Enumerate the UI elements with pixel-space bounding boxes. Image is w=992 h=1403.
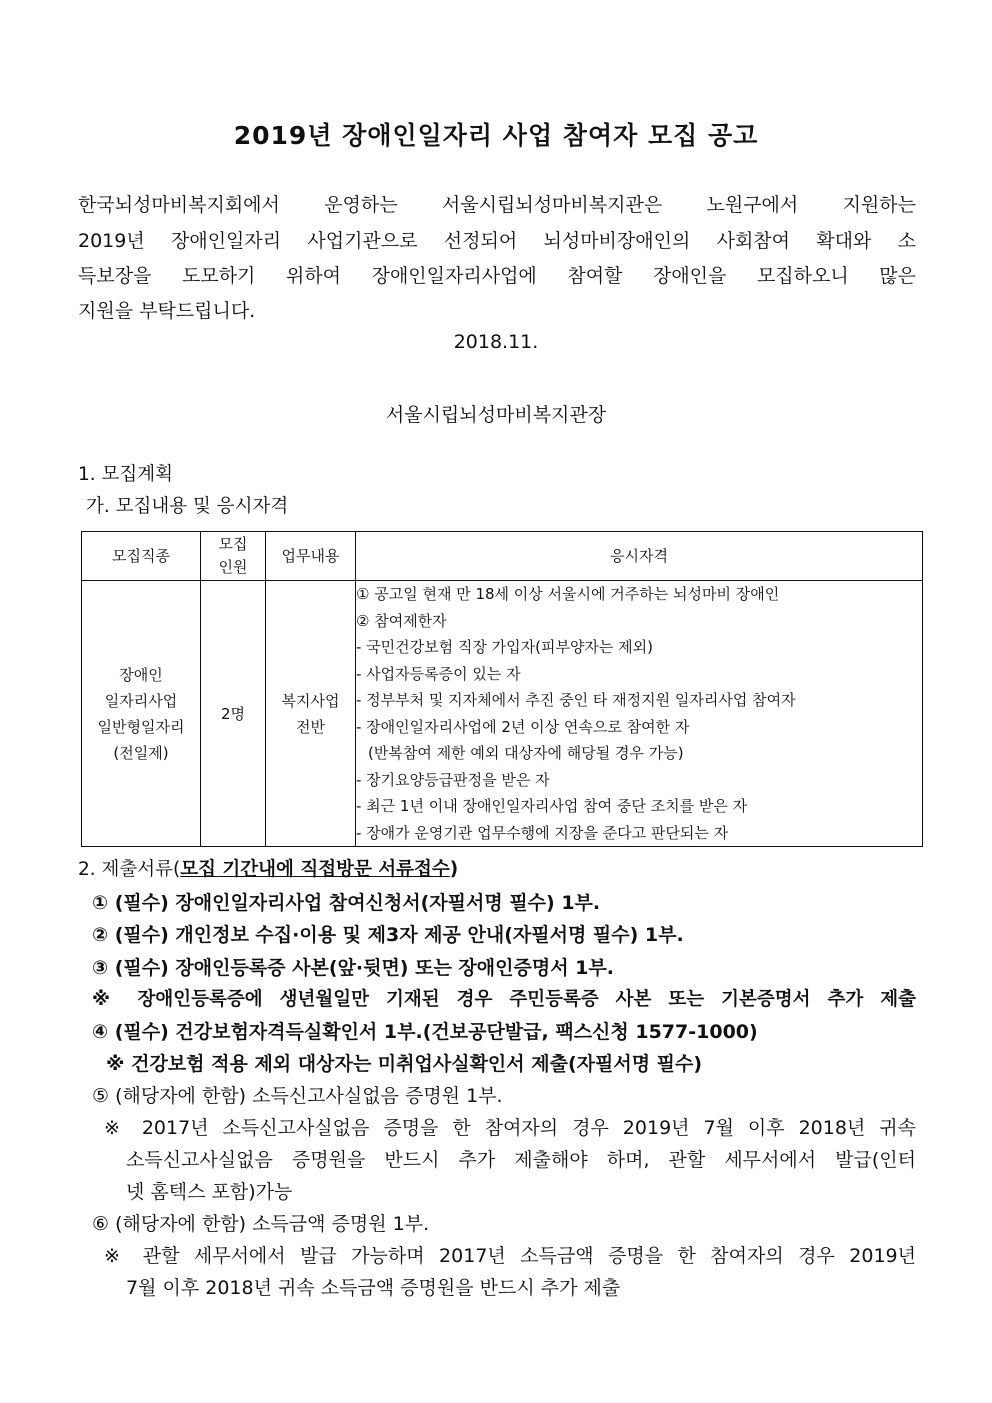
intro-line-4: 지원을 부탁드립니다. — [78, 300, 256, 322]
doc-item-6: ⑥ (해당자에 한함) 소득금액 증명원 1부. — [92, 1213, 430, 1235]
job-line-1: 장애인 — [119, 665, 163, 684]
intro-line-1: 한국뇌성마비복지회에서 운영하는 서울시립뇌성마비복지관은 노원구에서 지원하는 — [78, 194, 916, 216]
signature: 서울시립뇌성마비복지관장 — [385, 404, 607, 426]
section-2-heading-underlined: 모집 기간내에 직접방문 서류접수 — [180, 859, 450, 880]
qualification-line: - 정부부처 및 지자체에서 추진 중인 타 재정지원 일자리사업 참여자 — [356, 691, 796, 709]
cell-count: 2명 — [201, 581, 266, 847]
doc-note-6-line-1: ※ 관할 세무서에서 발급 가능하며 2017년 소득금액 증명을 한 참여자의 경우 2019년 — [104, 1245, 916, 1267]
duty-line-2: 전반 — [296, 717, 325, 736]
section-1-subheading: 가. 모집내용 및 응시자격 — [86, 496, 289, 517]
qualification-line: - 장애가 운영기관 업무수행에 지장을 준다고 판단되는 자 — [356, 823, 729, 842]
header-job: 모집직종 — [82, 532, 201, 581]
qualification-line: - 국민건강보험 직장 가입자(피부양자는 제외) — [356, 638, 654, 656]
page-title: 2019년 장애인일자리 사업 참여자 모집 공고 — [233, 121, 759, 150]
section-2-heading-prefix: 2. 제출서류( — [78, 859, 181, 880]
intro-line-3: 득보장을 도모하기 위하여 장애인일자리사업에 참여할 장애인을 모집하오니 많은 — [78, 265, 916, 287]
doc-note-5-line-2: 소득신고사실없음 증명원을 반드시 추가 제출해야 하며, 관할 세무서에서 발급(인터 — [126, 1149, 916, 1171]
doc-note-5-line-3: 넷 홈텍스 포함)가능 — [126, 1181, 293, 1203]
section-1-heading: 1. 모집계획 — [78, 464, 174, 485]
table-row — [82, 581, 923, 847]
qualification-line: - 사업자등록증이 있는 자 — [356, 664, 521, 683]
qualification-line: ① 공고일 현재 만 18세 이상 서울시에 거주하는 뇌성마비 장애인 — [356, 585, 780, 603]
qualification-line: - 장애인일자리사업에 2년 이상 연속으로 참여한 자 — [356, 717, 690, 736]
doc-item-1: ① (필수) 장애인일자리사업 참여신청서(자필서명 필수) 1부. — [92, 892, 601, 914]
intro-line-2: 2019년 장애인일자리 사업기관으로 선정되어 뇌성마비장애인의 사회참여 확대와 소 — [78, 230, 916, 252]
announcement-date: 2018.11. — [453, 331, 539, 353]
table-header-row — [82, 532, 923, 581]
doc-item-4: ④ (필수) 건강보험자격득실확인서 1부.(건보공단발급, 팩스신청 1577-1000) — [92, 1021, 758, 1043]
cell-qualifications — [356, 581, 923, 847]
duty-line-1: 복지사업 — [281, 691, 340, 710]
doc-note-5-line-1: ※ 2017년 소득신고사실없음 증명을 한 참여자의 경우 2019년 7월 이후 2018년 귀속 — [104, 1117, 916, 1139]
qualification-line: - 장기요양등급판정을 받은 자 — [356, 770, 550, 789]
job-line-3: 일반형일자리 — [97, 717, 185, 736]
recruitment-table — [81, 531, 923, 847]
section-2-heading-suffix: ) — [449, 859, 459, 880]
qualification-line: ② 참여제한자 — [356, 611, 447, 630]
section-2-heading — [78, 855, 458, 881]
job-line-2: 일자리사업 — [104, 691, 178, 710]
doc-item-5: ⑤ (해당자에 한함) 소득신고사실없음 증명원 1부. — [92, 1085, 503, 1107]
header-count-line-1: 모집 — [218, 535, 248, 553]
doc-item-2: ② (필수) 개인정보 수집·이용 및 제3자 제공 안내(자필서명 필수) 1부. — [92, 924, 684, 946]
qualification-line: - 최근 1년 이내 장애인일자리사업 참여 중단 조치를 받은 자 — [356, 797, 748, 815]
qualification-line: (반복참여 제한 예외 대상자에 해당될 경우 가능) — [368, 744, 684, 762]
cell-job — [82, 581, 201, 847]
doc-note-4: ※ 건강보험 적용 제외 대상자는 미취업사실확인서 제출(자필서명 필수) — [106, 1053, 703, 1075]
header-count — [201, 532, 266, 581]
job-line-4: (전일제) — [113, 743, 169, 762]
cell-duty — [266, 581, 356, 847]
header-duty: 업무내용 — [266, 532, 356, 581]
header-qualifications: 응시자격 — [356, 532, 923, 581]
doc-note-6-line-2: 7월 이후 2018년 귀속 소득금액 증명원을 반드시 추가 제출 — [126, 1277, 621, 1299]
doc-note-3: ※ 장애인등록증에 생년월일만 기재된 경우 주민등록증 사본 또는 기본증명서 추가 제출 — [92, 989, 916, 1010]
doc-item-3: ③ (필수) 장애인등록증 사본(앞·뒷면) 또는 장애인증명서 1부. — [92, 957, 614, 979]
header-count-line-2: 인원 — [218, 558, 248, 576]
